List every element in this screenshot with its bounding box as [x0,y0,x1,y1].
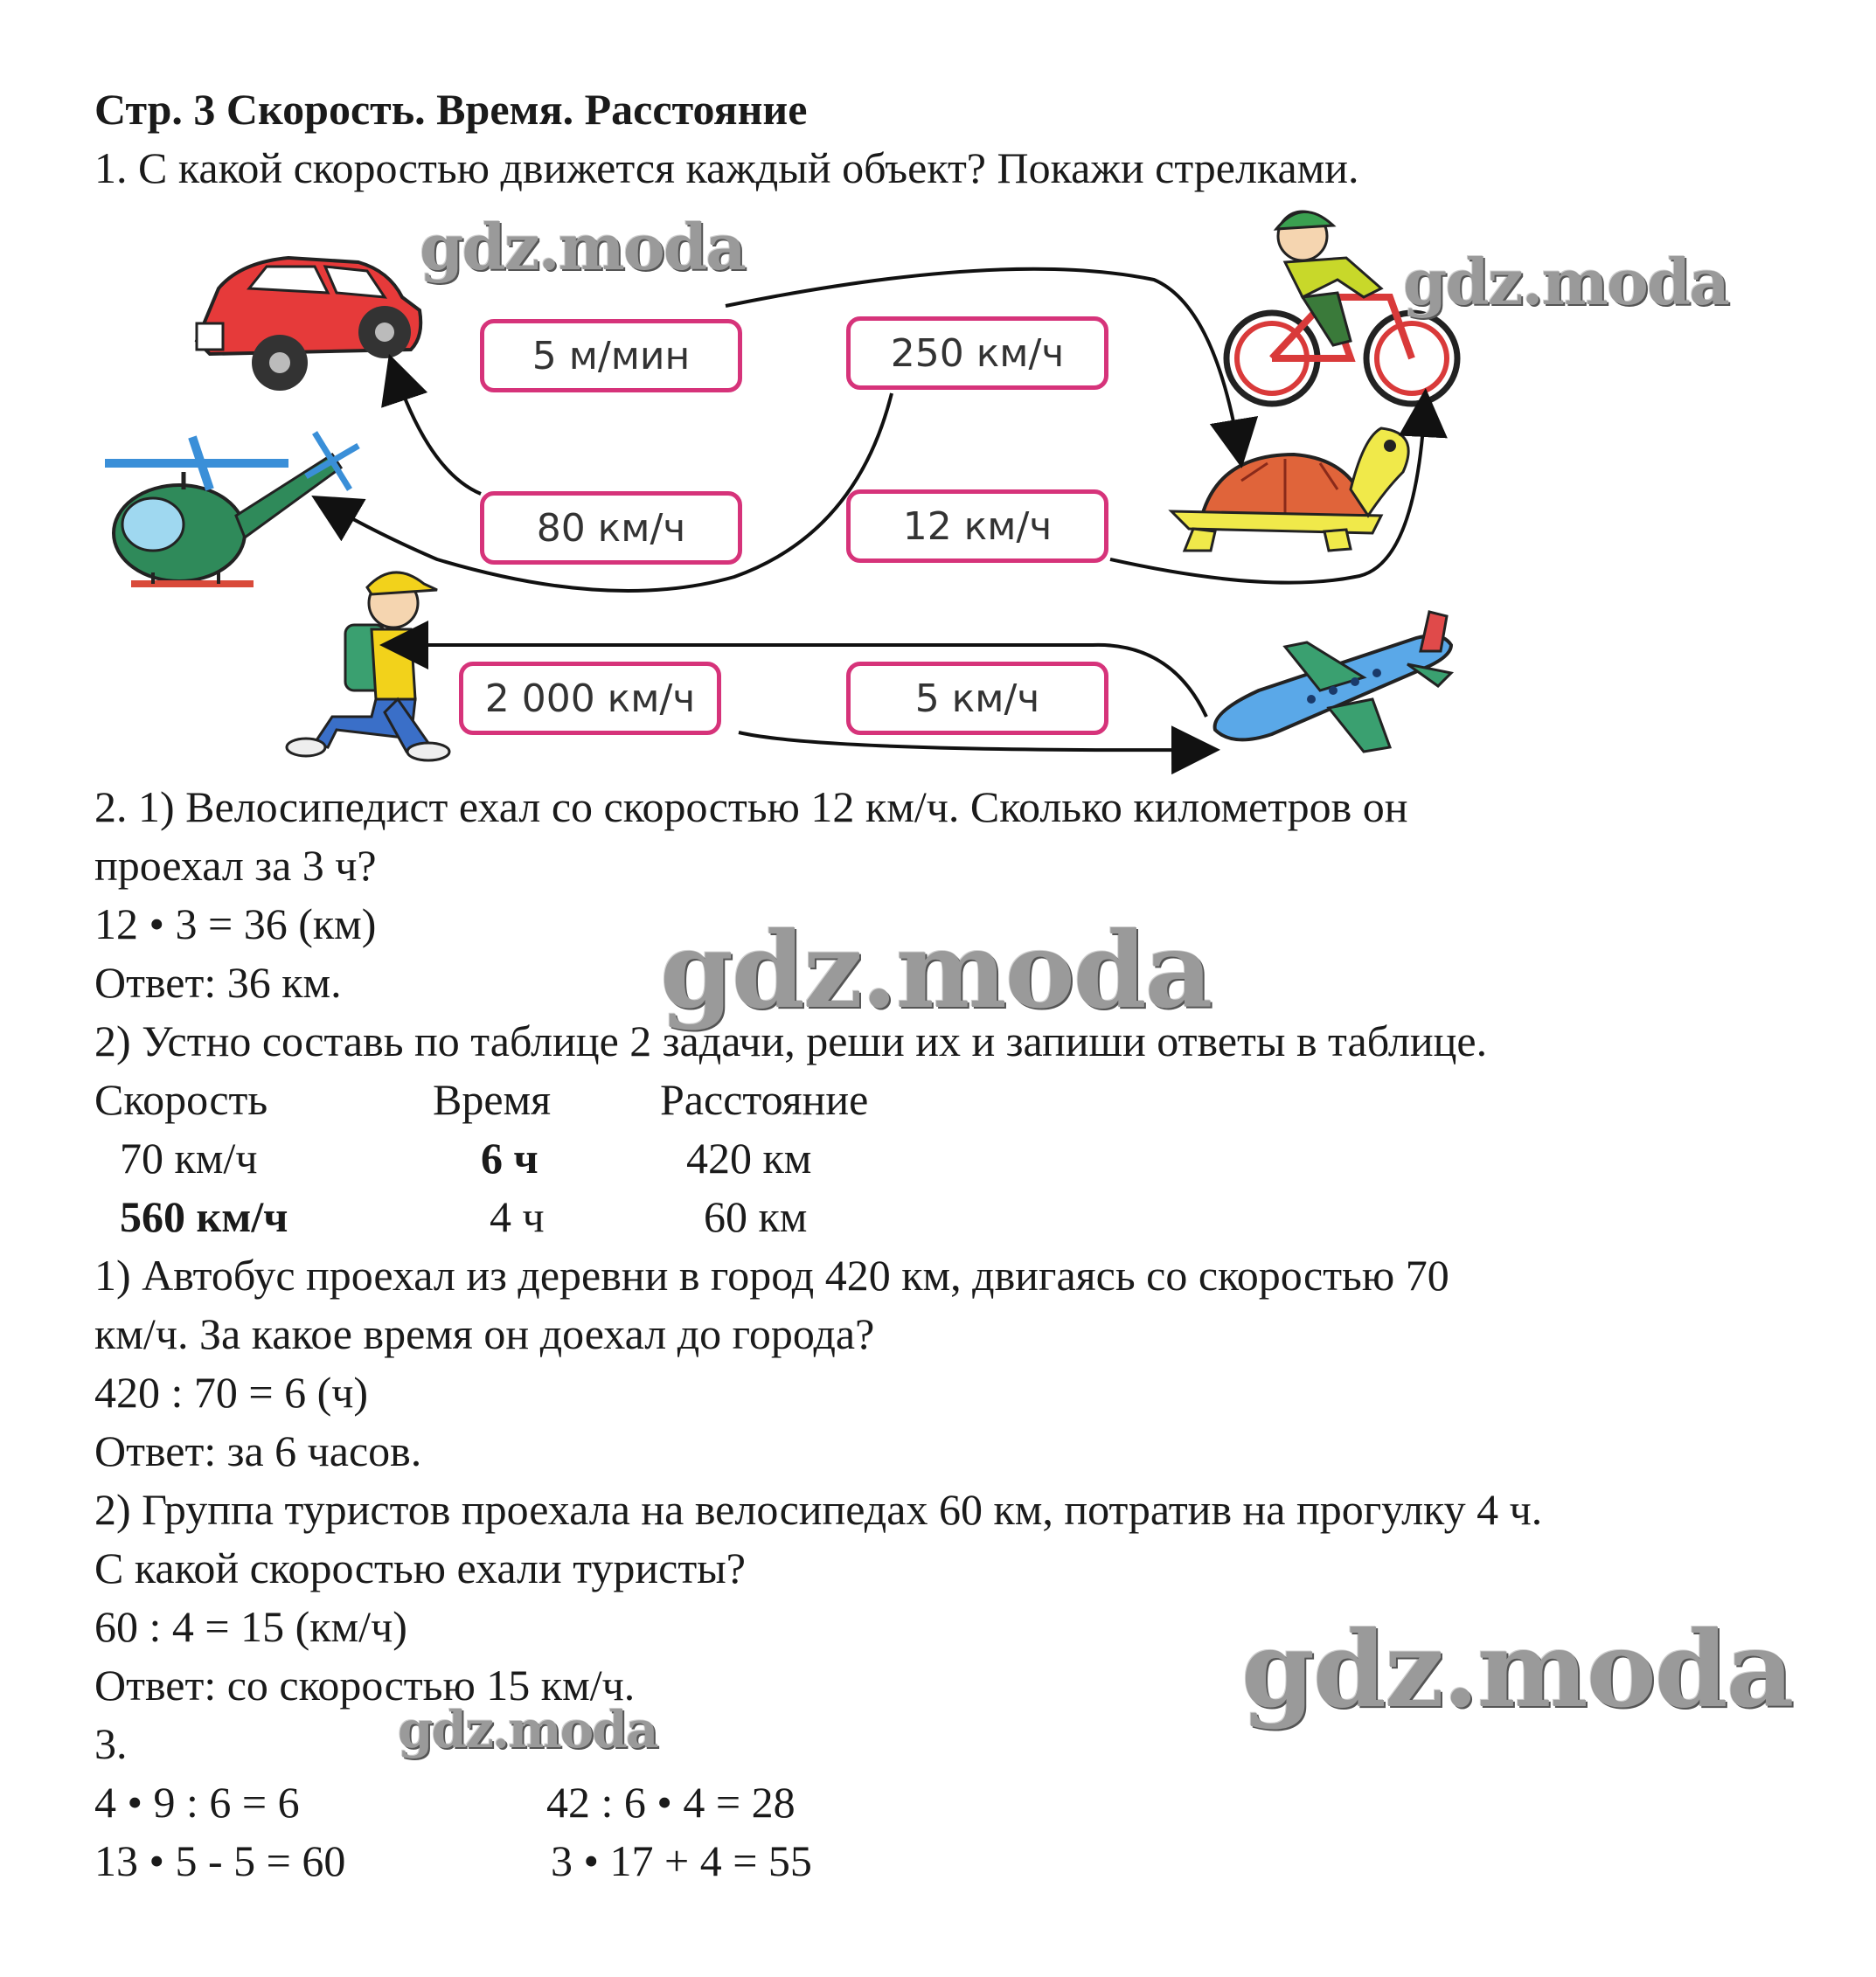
arrow-2000-to-airplane [739,732,1206,750]
speed-box-80-kmh: 80 км/ч [480,491,742,565]
turtle-icon [1171,428,1408,551]
table-cell: 560 км/ч [120,1192,288,1241]
task3-eq4: 3 • 17 + 4 = 55 [551,1836,812,1885]
speed-box-12-kmh: 12 км/ч [846,489,1108,563]
table-cell: 60 км [704,1192,808,1241]
speed-box-5-m-min: 5 м/мин [480,319,742,392]
watermark: gdz.moda [420,210,745,284]
table-cell: 4 ч [490,1192,545,1241]
task3-eq2: 42 : 6 • 4 = 28 [546,1778,796,1827]
table-header-time: Время [433,1075,552,1124]
problem2-calc: 60 : 4 = 15 (км/ч) [94,1602,407,1651]
task2-question-line2: проехал за 3 ч? [94,841,377,890]
problem1-calc: 420 : 70 = 6 (ч) [94,1368,369,1417]
problem2-line2: С какой скоростью ехали туристы? [94,1543,746,1592]
speed-box-2000-kmh: 2 000 км/ч [459,662,721,735]
airplane-icon [1215,612,1451,752]
problem1-line1: 1) Автобус проехал из деревни в город 420 км, двигаясь со скоростью 70 [94,1251,1449,1300]
task3-eq1: 4 • 9 : 6 = 6 [94,1778,300,1827]
helicopter-icon [105,433,358,584]
watermark: gdz.moda [660,909,1212,1032]
table-header-speed: Скорость [94,1075,268,1124]
speed-box-250-kmh: 250 км/ч [846,316,1108,390]
task3-eq3: 13 • 5 - 5 = 60 [94,1836,346,1885]
table-cell: 420 км [686,1134,812,1183]
watermark: gdz.moda [398,1700,657,1759]
page-title: Стр. 3 Скорость. Время. Расстояние [94,85,808,134]
task2-part2-question: 2) Устно составь по таблице 2 задачи, реши их и запиши ответы в таблице. [94,1016,1488,1065]
task2-question-line1: 2. 1) Велосипедист ехал со скоростью 12 км/ч. Сколько километров он [94,782,1408,831]
problem1-answer: Ответ: за 6 часов. [94,1426,422,1475]
problem2-line1: 2) Группа туристов проехала на велосипедах 60 км, потратив на прогулку 4 ч. [94,1485,1543,1534]
table-cell: 70 км/ч [120,1134,258,1183]
table-cell: 6 ч [481,1134,538,1183]
arrow-80-to-car [393,367,481,494]
problem1-line2: км/ч. За какое время он доехал до города? [94,1309,875,1358]
watermark: gdz.moda [1241,1608,1793,1731]
speed-box-5-kmh: 5 км/ч [846,662,1108,735]
watermark: gdz.moda [1403,245,1728,319]
task1-question: 1. С какой скоростью движется каждый объект? Покажи стрелками. [94,143,1359,192]
task2-calc1: 12 • 3 = 36 (км) [94,899,377,948]
task2-answer1: Ответ: 36 км. [94,958,342,1007]
table-header-distance: Расстояние [660,1075,869,1124]
problem2-answer: Ответ: со скоростью 15 км/ч. [94,1661,636,1710]
boy-icon [287,572,449,760]
task3-label: 3. [94,1719,128,1768]
car-icon [197,258,420,391]
